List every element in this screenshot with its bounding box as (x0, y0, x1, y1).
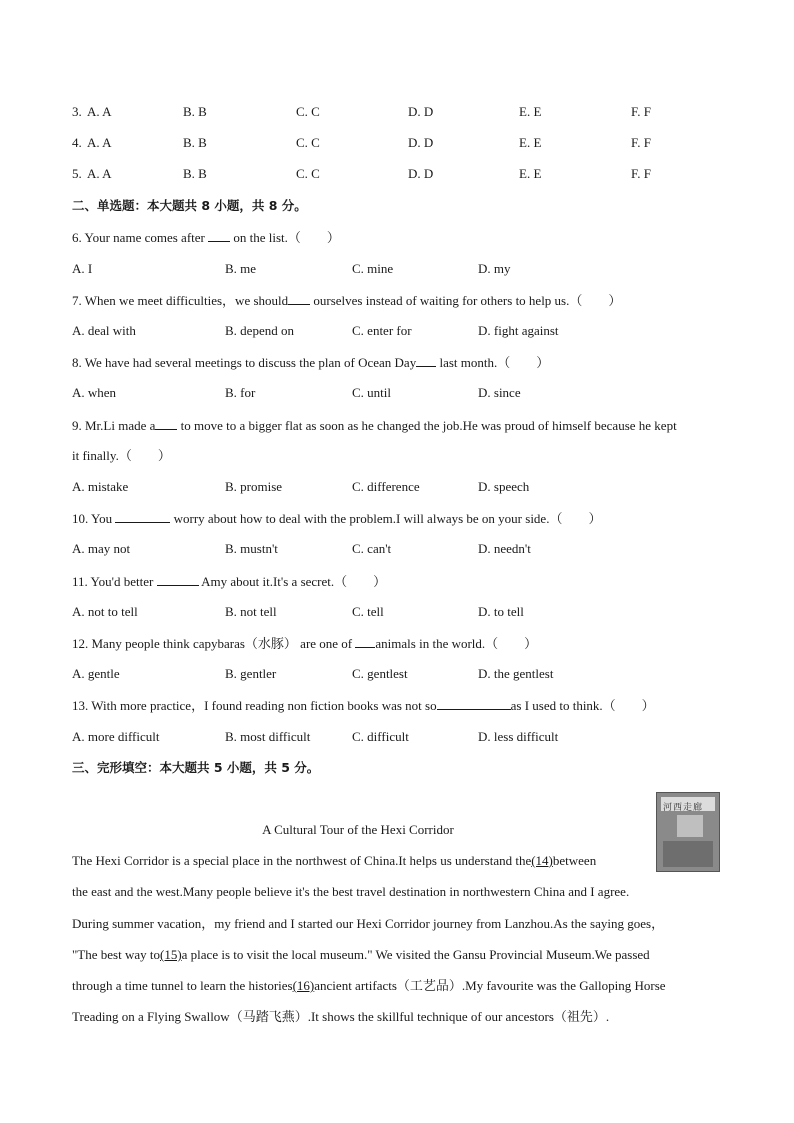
option-b: B. depend on (225, 323, 294, 338)
question-number: 3. (72, 104, 82, 119)
option-c: C. enter for (352, 323, 412, 338)
question-9-continuation: it finally.（ ） (72, 448, 171, 463)
option-a: A. when (72, 385, 117, 400)
option-d: D. speech (478, 479, 530, 494)
passage-line-6: Treading on a Flying Swallow（马踏飞燕）.It shows the skillful technique of our ancestors（祖先）. (72, 1009, 610, 1024)
answer-blank (208, 229, 230, 242)
answer-blank (288, 292, 310, 305)
option-c: C. C (296, 104, 320, 119)
answer-blank (437, 697, 511, 710)
option-b: B. B (183, 104, 207, 119)
question-13: 13. With more practice，I found reading non fiction books was not so as I used to think.（ ） (72, 698, 655, 713)
option-d: D. D (408, 135, 434, 150)
option-a: A. may not (72, 541, 131, 556)
answer-blank (115, 510, 170, 523)
option-d: D. less difficult (478, 729, 559, 744)
option-d: D. my (478, 261, 511, 276)
option-c: C. mine (352, 261, 394, 276)
answer-blank (155, 417, 177, 430)
option-a: A. A (87, 104, 112, 119)
thumbnail-title: 河西走廊 (663, 803, 704, 813)
question-9: 9. Mr.Li made a to move to a bigger flat as soon as he changed the job.He was proud of himself because he kept (72, 418, 677, 433)
option-e: E. E (519, 166, 542, 181)
option-a: A. gentle (72, 666, 120, 681)
option-b: B. most difficult (225, 729, 311, 744)
option-c: C. C (296, 166, 320, 181)
option-f: F. F (631, 135, 651, 150)
option-d: D. fight against (478, 323, 559, 338)
question-number: 5. (72, 166, 82, 181)
option-b: B. for (225, 385, 256, 400)
option-d: D. since (478, 385, 521, 400)
option-c: C. tell (352, 604, 384, 619)
blank-15: (15) (159, 947, 182, 962)
question-7: 7. When we meet difficulties，we should ourselves instead of waiting for others to help us.（ ） (72, 293, 622, 308)
option-a: A. deal with (72, 323, 136, 338)
passage-title: A Cultural Tour of the Hexi Corridor (262, 822, 454, 837)
option-e: E. E (519, 135, 542, 150)
section-heading-cloze: 三、完形填空：本大题共 5 小题，共 5 分。 (72, 760, 320, 775)
passage-line-3: During summer vacation，my friend and I started our Hexi Corridor journey from Lanzhou.As the saying goes， (72, 916, 665, 931)
section-heading-single-choice: 二、单选题：本大题共 8 小题，共 8 分。 (72, 198, 307, 213)
option-b: B. B (183, 135, 207, 150)
option-e: E. E (519, 104, 542, 119)
option-a: A. more difficult (72, 729, 160, 744)
option-d: D. D (408, 104, 434, 119)
option-a: A. I (72, 261, 93, 276)
passage-line-5: through a time tunnel to learn the histories(16)ancient artifacts（工艺品）.My favourite was the Galloping Horse (72, 978, 666, 993)
question-10: 10. You worry about how to deal with the problem.I will always be on your side.（ ） (72, 511, 602, 526)
option-b: B. me (225, 261, 257, 276)
option-d: D. to tell (478, 604, 524, 619)
answer-blank (157, 573, 199, 586)
option-d: D. needn't (478, 541, 531, 556)
question-12: 12. Many people think capybaras（水豚） are one of animals in the world.（ ） (72, 636, 538, 651)
option-b: B. not tell (225, 604, 277, 619)
option-c: C. gentlest (352, 666, 408, 681)
question-number: 4. (72, 135, 82, 150)
option-d: D. D (408, 166, 434, 181)
option-c: C. difference (352, 479, 420, 494)
option-a: A. mistake (72, 479, 129, 494)
question-11: 11. You'd better Amy about it.It's a secret.（ ） (72, 574, 387, 589)
option-b: B. B (183, 166, 207, 181)
passage-line-2: the east and the west.Many people believe it's the best travel destination in northwestern China and I agree. (72, 884, 630, 899)
option-c: C. C (296, 135, 320, 150)
option-b: B. mustn't (225, 541, 278, 556)
answer-blank (416, 354, 436, 367)
answer-blank (355, 635, 375, 648)
option-c: C. can't (352, 541, 392, 556)
option-f: F. F (631, 166, 651, 181)
question-6: 6. Your name comes after on the list.（ ） (72, 230, 340, 245)
question-8: 8. We have had several meetings to discuss the plan of Ocean Day last month.（ ） (72, 355, 550, 370)
blank-14: (14) (531, 853, 553, 868)
option-b: B. gentler (225, 666, 277, 681)
option-d: D. the gentlest (478, 666, 554, 681)
option-c: C. until (352, 385, 392, 400)
option-a: A. not to tell (72, 604, 138, 619)
option-b: B. promise (225, 479, 283, 494)
passage-line-4: "The best way to(15)a place is to visit the local museum." We visited the Gansu Provincial Museum.We passed (72, 947, 650, 962)
passage-line-1: The Hexi Corridor is a special place in the northwest of China.It helps us understand the(14)between (72, 853, 597, 868)
blank-16: (16) (292, 978, 315, 993)
option-f: F. F (631, 104, 651, 119)
option-c: C. difficult (352, 729, 409, 744)
option-a: A. A (87, 135, 112, 150)
option-a: A. A (87, 166, 112, 181)
